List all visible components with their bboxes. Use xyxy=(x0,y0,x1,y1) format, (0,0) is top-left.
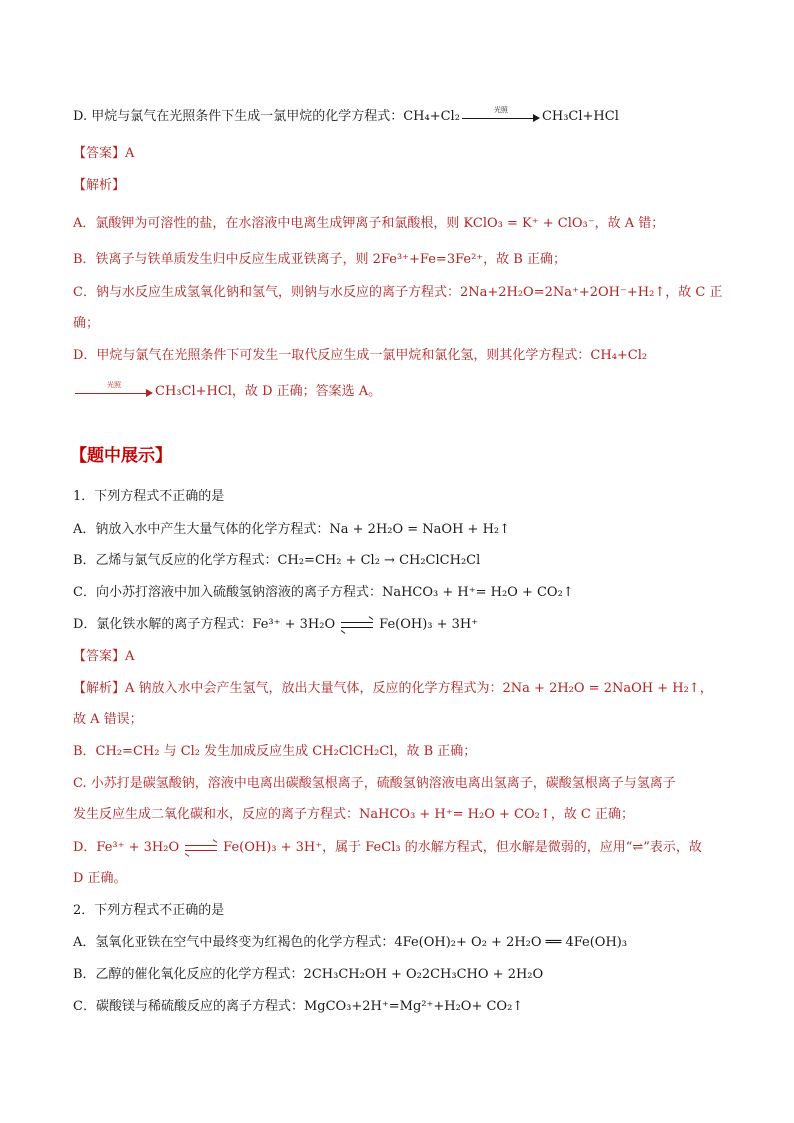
q1-option-c: C．向小苏打溶液中加入硫酸氢钠溶液的离子方程式：NaHCO₃ + H⁺= H₂O + CO₂↑ xyxy=(73,585,574,600)
q1-analysis-4: C. 小苏打是碳氢酸钠，溶液中电离出碳酸氢根离子，硫酸氢钠溶液电离出氢离子，碳酸氢根离子与氢离子 xyxy=(73,776,676,791)
q1-analysis-6-left: D．Fe³⁺ + 3H₂O xyxy=(73,840,180,855)
q1-analysis-6-right: Fe(OH)₃ + 3H⁺，属于 FeCl₃ 的水解方程式，但水解是微弱的，应用“⇌”表示，故 xyxy=(223,840,702,855)
prev-analysis-d-2 xyxy=(73,380,382,401)
q1-option-b: B．乙烯与氯气反应的化学方程式：CH₂=CH₂ + Cl₂ → CH₂ClCH₂Cl xyxy=(73,553,481,568)
prev-analysis-b: B．铁离子与铁单质发生归中反应生成亚铁离子，则 2Fe³⁺+Fe=3Fe²⁺，故 B 正确； xyxy=(73,252,566,267)
q1-analysis-6 xyxy=(73,839,702,857)
q1-option-d xyxy=(73,616,478,634)
reaction-condition: 光照 xyxy=(107,380,121,389)
q1-option-d-right: Fe(OH)₃ + 3H⁺ xyxy=(379,617,479,632)
reaction-arrow-icon xyxy=(462,105,540,124)
q1-answer: 【答案】A xyxy=(73,649,135,664)
prev-option-d-product: CH₃Cl+HCl xyxy=(541,109,619,124)
q2-stem: 2．下列方程式不正确的是 xyxy=(73,903,225,918)
prev-analysis-c-2: 确； xyxy=(73,316,100,331)
q1-analysis-2: 故 A 错误； xyxy=(73,712,143,727)
reaction-condition: 光照 xyxy=(493,105,508,114)
prev-answer: 【答案】A xyxy=(73,146,135,161)
q1-stem: 1．下列方程式不正确的是 xyxy=(73,489,225,504)
q2-option-b: B．乙醇的催化氧化反应的化学方程式：2CH₃CH₂OH + O₂2CH₃CHO + 2H₂O xyxy=(73,967,544,982)
equilibrium-arrow-icon xyxy=(341,619,373,631)
equilibrium-arrow-icon xyxy=(185,842,217,854)
q2-option-c: C．碳酸镁与稀硫酸反应的离子方程式：MgCO₃+2H⁺=Mg²⁺+H₂O+ CO₂↑ xyxy=(73,999,524,1014)
q1-option-d-left: D．氯化铁水解的离子方程式：Fe³⁺ + 3H₂O xyxy=(73,617,336,632)
reaction-arrow-icon xyxy=(75,380,153,399)
prev-analysis-c-1: C．钠与水反应生成氢氧化钠和氢气，则钠与水反应的离子方程式：2Na+2H₂O=2Na⁺+2OH⁻+H₂↑，故 C 正 xyxy=(73,285,723,300)
prev-analysis-d-2-text: CH₃Cl+HCl，故 D 正确；答案选 A。 xyxy=(155,384,382,399)
q1-analysis-5: 发生反应生成二氧化碳和水，反应的离子方程式：NaHCO₃ + H⁺= H₂O + CO₂↑，故 C 正确； xyxy=(73,807,634,822)
prev-option-d xyxy=(73,105,619,126)
q1-analysis-3: B．CH₂=CH₂ 与 Cl₂ 发生加成反应生成 CH₂ClCH₂Cl，故 B 正确； xyxy=(73,744,477,759)
prev-analysis-title: 【解析】 xyxy=(73,178,126,193)
prev-analysis-d-1: D．甲烷与氯气在光照条件下可发生一取代反应生成一氯甲烷和氯化氢，则其化学方程式：CH₄+Cl₂ xyxy=(73,348,648,363)
section-title: 【题中展示】 xyxy=(70,446,172,466)
prev-analysis-a: A．氯酸钾为可溶性的盐，在水溶液中电离生成钾离子和氯酸根，则 KClO₃ = K⁺ + ClO₃⁻，故 A 错； xyxy=(73,216,665,231)
q1-option-a: A．钠放入水中产生大量气体的化学方程式：Na + 2H₂O = NaOH + H₂↑ xyxy=(73,522,511,537)
q2-option-a: A．氢氧化亚铁在空气中最终变为红褐色的化学方程式：4Fe(OH)₂+ O₂ + 2H₂O ══ 4Fe(OH)₃ xyxy=(73,935,628,950)
q1-analysis-7: D 正确。 xyxy=(73,871,127,886)
q1-analysis-1: 【解析】A 钠放入水中会产生氢气，放出大量气体，反应的化学方程式为：2Na + 2H₂O = 2NaOH + H₂↑， xyxy=(73,681,713,696)
prev-option-d-text: D. 甲烷与氯气在光照条件下生成一氯甲烷的化学方程式：CH₄+Cl₂ xyxy=(73,109,460,124)
